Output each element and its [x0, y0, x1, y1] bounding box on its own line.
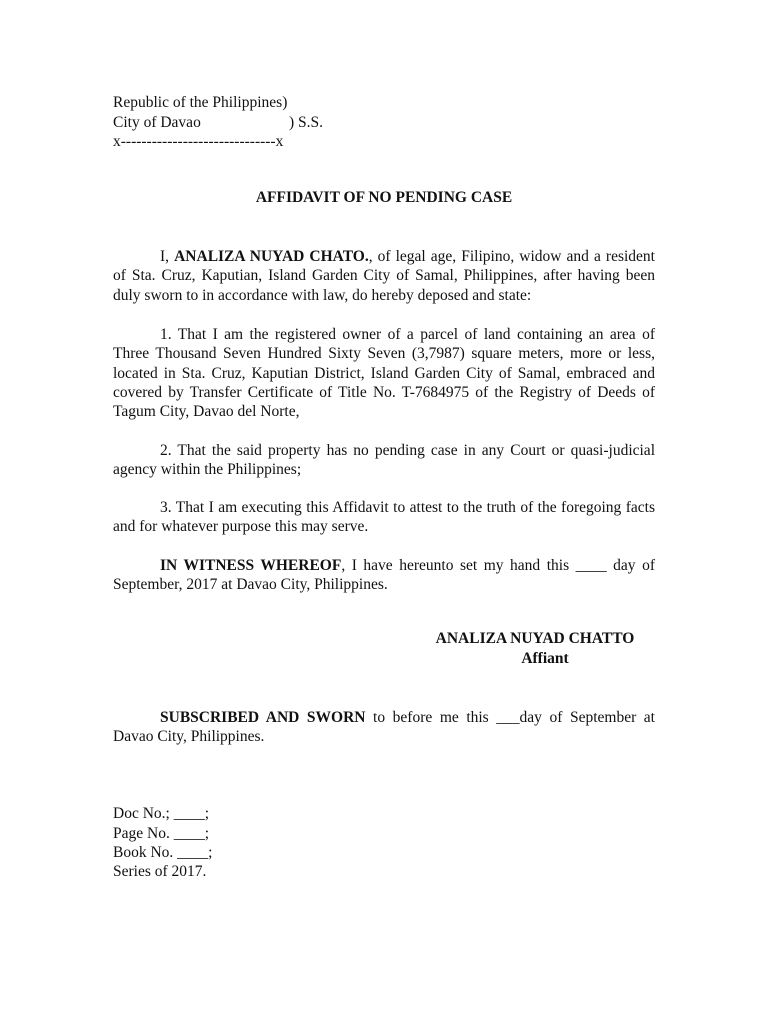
document-title: AFFIDAVIT OF NO PENDING CASE [255, 189, 513, 206]
item-2-paragraph [113, 441, 655, 480]
notarial-book-no: Book No. ____; [113, 844, 213, 861]
affiant-name-intro: ANALIZA NUYAD CHATO. [174, 248, 369, 265]
jurat-paragraph [113, 708, 655, 747]
witness-body: , I have hereunto set my hand this ____ day of September, 2017 at Davao City, Philippines. [113, 557, 655, 594]
caption-city: City of Davao [113, 114, 201, 131]
item-1-paragraph [113, 325, 655, 421]
item-3-text: 3. That I am executing this Affidavit to attest to the truth of the foregoing facts and for whatever purpose this may serve. [113, 499, 655, 536]
intro-prefix: I, [160, 248, 175, 265]
intro-paragraph [113, 247, 655, 305]
witness-heading: IN WITNESS WHEREOF [160, 557, 342, 574]
notarial-doc-no: Doc No.; ____; [113, 805, 210, 822]
signature-name: ANALIZA NUYAD CHATTO [435, 630, 635, 647]
caption-ss: ) S.S. [289, 114, 324, 131]
item-2-text: 2. That the said property has no pending case in any Court or quasi-judicial agency within the Philippines; [113, 442, 655, 479]
notarial-page-no: Page No. ____; [113, 825, 210, 842]
notarial-series: Series of 2017. [113, 863, 207, 880]
witness-paragraph [113, 556, 655, 595]
intro-body: , of legal age, Filipino, widow and a resident of Sta. Cruz, Kaputian, Island Garden City of Samal, Philippines, after having been duly sworn to in accordance with law, do hereby deposed and state: [113, 248, 655, 304]
caption-separator: x------------------------------x [113, 133, 284, 150]
item-1-text: 1. That I am the registered owner of a parcel of land containing an area of Three Thousand Seven Hundred Sixty Seven (3,7987) square meters, more or less, located in Sta. Cruz, Kaputian District, Island Garden City of Samal, embraced and covered by Transfer Certificate of Title No. T-7684975 of the Registry of Deeds of Tagum City, Davao del Norte, [113, 326, 655, 421]
caption-republic: Republic of the Philippines) [113, 94, 288, 111]
item-3-paragraph [113, 498, 655, 537]
signature-role: Affiant [521, 650, 569, 667]
jurat-body: to before me this ___day of September at Davao City, Philippines. [113, 709, 655, 746]
jurat-heading: SUBSCRIBED AND SWORN [160, 709, 366, 726]
